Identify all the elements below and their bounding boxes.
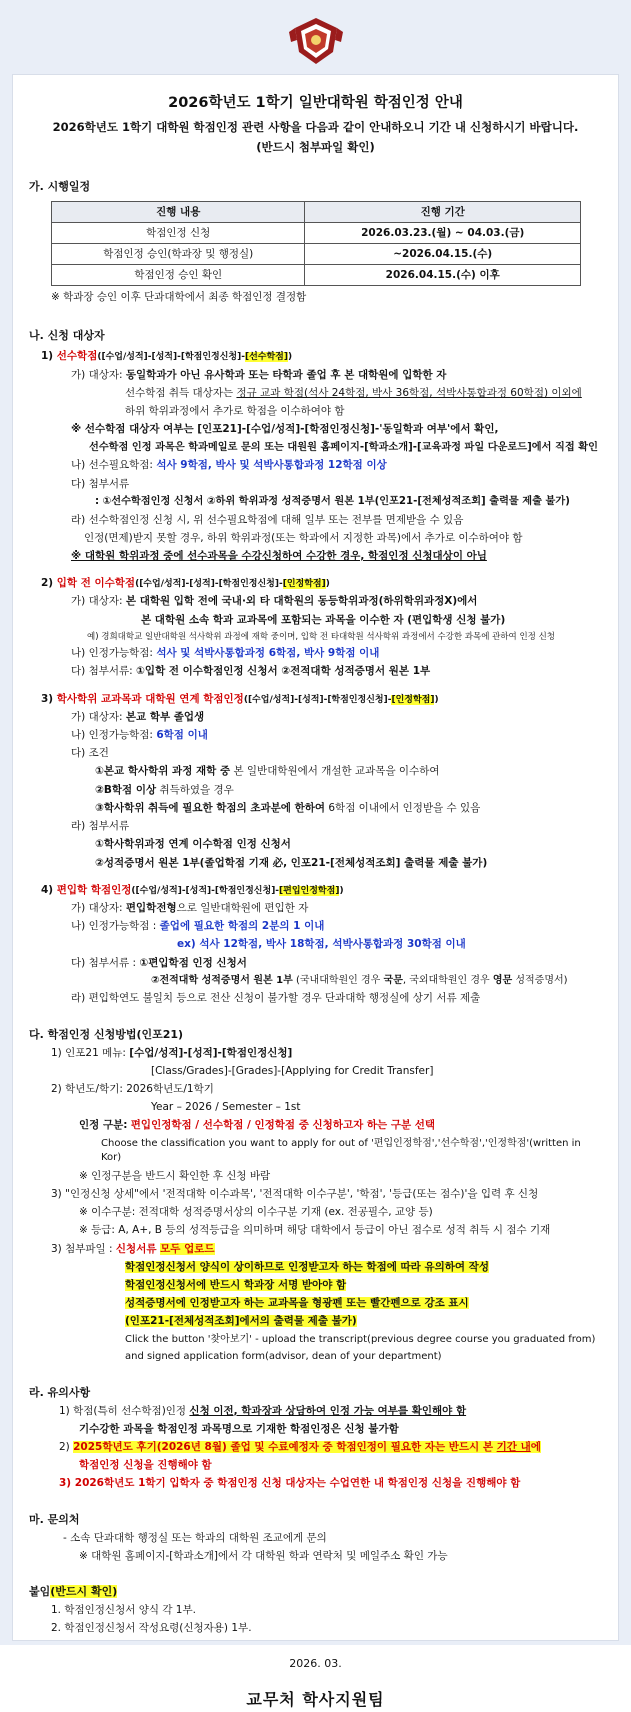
underlined-text: 정규 교과 학점(석사 24학점, 박사 36학점, 석박사통합과정 60학점) 이외에 [236, 386, 582, 399]
menu-line [51, 1046, 602, 1061]
example-line: 예) 경희대학교 일반대학원 석사학위 과정에 재학 중이며, 입학 전 타대학원 석사학위 과정에서 수강한 과목에 관하여 인정 신청 [87, 631, 556, 642]
label: 나) 인정가능학점 : [71, 920, 157, 933]
contact-line: ※ 대학원 홈페이지-[학과소개]에서 각 대학원 학과 연락처 및 메일주소 확인 가능 [79, 1549, 448, 1562]
semester-line-en: Year – 2026 / Semester – 1st [151, 1101, 301, 1114]
value: 본교 학부 졸업생 [125, 710, 205, 723]
target-line [71, 901, 602, 916]
menu-tag: [인정학점] [391, 694, 435, 705]
value: ①입학 전 이수학점인정 신청서 ②전적대학 성적증명서 원본 1부 [136, 665, 431, 678]
label: 나) 선수필요학점: [71, 459, 153, 472]
bold-text: ③학사학위 취득에 필요한 학점의 초과분에 한하여 [95, 801, 326, 814]
pre-admission-credit-heading [41, 576, 602, 591]
credit-limit-line [71, 919, 602, 934]
menu-line-en: [Class/Grades]-[Grades]-[Applying for Credit Transfer] [151, 1064, 434, 1077]
section-method-heading: 다. 학점인정 신청방법(인포21) [29, 1027, 184, 1041]
target-line [71, 368, 602, 383]
highlight: (반드시 확인) [50, 1585, 118, 1599]
value: 석사 및 석박사통합과정 6학점, 박사 9학점 이내 [156, 647, 380, 660]
target-detail: 하위 학위과정에서 추가로 학점을 이수하여야 함 [125, 405, 345, 418]
item-number: 2) [41, 577, 54, 590]
attachment-item: ②성적증명서 원본 1부(졸업학점 기재 必, 인포21-[전체성적조회] 출력물 제출 불가) [95, 856, 488, 869]
highlight: 에 [530, 1440, 541, 1453]
schedule-table [51, 201, 581, 286]
value: ①편입학점 인정 신청서 [139, 956, 247, 969]
attachments-heading [29, 1584, 602, 1600]
table-row [52, 244, 581, 265]
item-number: 4) [41, 883, 54, 896]
attachments-label: 다) 첨부서류 [71, 477, 130, 490]
label: 가) 대상자: [71, 902, 123, 915]
table-row [52, 265, 581, 286]
condition-line [95, 801, 602, 816]
caution-line: 학점인정 신청을 진행해야 함 [79, 1459, 212, 1472]
contact-line: - 소속 단과대학 행정실 또는 학과의 대학원 조교에게 문의 [63, 1531, 327, 1544]
item-number: 3) [41, 692, 54, 705]
section-schedule-heading: 가. 시행일정 [29, 180, 91, 194]
item-title: 입학 전 이수학점 [56, 577, 136, 590]
detail-note: ※ 등급: A, A+, B 등의 성적등급을 의미하며 해당 대학에서 등급이 아닌 점수로 성적 취득 시 점수 기재 [79, 1224, 551, 1237]
table-cell: ~2026.04.15.(수) [305, 244, 581, 265]
linked-credit-heading [41, 692, 602, 707]
table-cell: 학점인정 승인 확인 [52, 265, 305, 286]
section-contact-heading: 마. 문의처 [29, 1512, 80, 1526]
exemption-line: 라) 선수학점인정 신청 시, 위 선수필요학점에 대해 일부 또는 전부를 면제받을 수 있음 [71, 513, 464, 526]
intro-text: 2026학년도 1학기 대학원 학점인정 관련 사항을 다음과 같이 안내하오니 기간 내 신청하시기 바랍니다. [52, 120, 579, 135]
value: [수업/성적]-[성적]-[학점인정신청] [129, 1046, 293, 1059]
label: 다) 첨부서류: [71, 665, 133, 678]
attachment-item: 1. 학점인정신청서 양식 각 1부. [51, 1603, 196, 1616]
table-cell: 학점인정 신청 [52, 223, 305, 244]
bold-text: 영문 [492, 974, 513, 986]
value: 석사 9학점, 박사 및 석박사통합과정 12학점 이상 [156, 459, 387, 472]
table-header-row [52, 202, 581, 223]
notice-text: (반드시 첨부파일 확인) [256, 139, 375, 154]
upload-guide [125, 1314, 602, 1329]
upload-guide-en: Click the button '찾아보기' - upload the transcript(previous degree course you graduated from) [125, 1333, 596, 1345]
table-cell: 학점인정 승인(학과장 및 행정실) [52, 244, 305, 265]
exemption-line: 인정(면제)받지 못할 경우, 하위 학위과정(또는 학과에서 지정한 과목)에서 추가로 이수하여야 함 [84, 531, 523, 544]
target-line: 본 대학원 소속 학과 교과목에 포함되는 과목을 이수한 자 (편입학생 신청 불가) [141, 613, 506, 626]
highlight: 성적증명서에 인정받고자 하는 교과목을 형광펜 또는 빨간펜으로 강조 표시 [125, 1297, 469, 1310]
bold-text: 편입학전형 [125, 902, 177, 915]
table-cell: 2026.03.23.(월) ~ 04.03.(금) [305, 223, 581, 244]
attachment-item: ①학사학위과정 연계 이수학점 인정 신청서 [95, 838, 291, 851]
value: 6학점 이내 [156, 729, 208, 742]
text: 본 일반대학원에서 개설한 교과목을 이수하여 [233, 765, 440, 778]
menu-path-close: ) [434, 694, 439, 705]
kind-line [79, 1118, 602, 1133]
transfer-credit-heading [41, 883, 602, 898]
attachment-item: 2. 학점인정신청서 작성요령(신청자용) 1부. [51, 1622, 252, 1635]
condition-line [95, 783, 602, 798]
bold-text: ②B학점 이상 [95, 783, 157, 796]
text: 취득하였을 경우 [159, 783, 234, 796]
attachment-item [151, 974, 602, 989]
menu-tag: [편입인정학점] [279, 885, 340, 896]
label: 다) 첨부서류 : [71, 956, 137, 969]
menu-tag: [인정학점] [282, 579, 326, 590]
menu-path-close: ) [339, 885, 344, 896]
announcement-sheet [12, 74, 619, 1710]
table-cell: 2026.04.15.(수) 이후 [305, 265, 581, 286]
label: 나) 인정가능학점: [71, 729, 153, 742]
menu-path: ([수업/성적]-[성적]-[학점인정신청]- [97, 352, 245, 363]
semester-line: 2) 학년도/학기: 2026학년도/1학기 [51, 1082, 214, 1095]
detail-line: 3) "인정신청 상세"에서 '전적대학 이수과목', '전적대학 이수구분', '학점', '등급(또는 점수)'을 입력 후 신청 [51, 1187, 539, 1200]
prereq-credit-heading [41, 349, 602, 364]
item-number: 1) [41, 350, 54, 363]
target-detail [125, 386, 602, 401]
menu-path: ([수업/성적]-[성적]-[학점인정신청]- [135, 579, 283, 590]
highlight: (인포21-[전체성적조회]에서의 출력물 제출 불가) [125, 1315, 357, 1328]
issuer-name: 교무처 학사지원팀 [246, 1690, 385, 1710]
caution-line [59, 1404, 602, 1419]
text: 선수학점 취득 대상자는 [125, 386, 234, 399]
credit-limit-line [71, 646, 602, 661]
section-caution-heading: 라. 유의사항 [29, 1385, 91, 1399]
kind-line-en: Choose the classification you want to apply for out of '편입인정학점','선수학점','인정학점'(written in Kor) [101, 1137, 581, 1164]
label: 1) 인포21 메뉴: [51, 1046, 126, 1059]
text: 으로 일반대학원에 편입한 자 [176, 902, 309, 915]
value: 동일학과가 아닌 유사학과 또는 타학과 졸업 후 본 대학원에 입학한 자 [125, 368, 447, 381]
upload-guide-en: and signed application form(advisor, dean of your department) [125, 1351, 442, 1363]
highlight: 2025학년도 후기(2026년 8월) 졸업 및 수료예정자 중 학점인정이 필요한 자는 반드시 본 [73, 1440, 497, 1453]
value: 신청서류 [115, 1242, 161, 1255]
label: 가) 대상자: [71, 710, 123, 723]
attachments-list: : ①선수학점인정 신청서 ②하위 학위과정 성적증명서 원본 1부(인포21-[전체성적조회] 출력물 제출 불가) [95, 495, 570, 507]
upload-line [51, 1242, 602, 1257]
condition-line [95, 764, 602, 779]
detail-note: ※ 이수구분: 전적대학 성적증명서상의 이수구분 기재 (ex. 전공필수, 교양 등) [79, 1206, 433, 1219]
text: 1) 학점(특히 선수학점)인정 [59, 1404, 190, 1417]
university-crest-icon [287, 10, 345, 68]
item-title: 학사학위 교과목과 대학원 연계 학점인정 [56, 692, 244, 705]
menu-path-close: ) [325, 579, 330, 590]
label: 가) 대상자: [71, 368, 123, 381]
menu-path-close: ) [287, 352, 293, 363]
column-header: 진행 기간 [305, 202, 581, 223]
menu-path: ([수업/성적]-[성적]-[학점인정신청]- [243, 694, 392, 705]
underlined-text: 기간 내 [496, 1440, 531, 1453]
credit-limit-line [71, 728, 602, 743]
prereq-note: 선수학점 인정 과목은 학과메일로 문의 또는 대원원 홈페이지-[학과소개]-[교육과정 파일 다운로드]에서 직접 확인 [89, 441, 598, 453]
section-eligibility-heading: 나. 신청 대상자 [29, 328, 105, 342]
label: 3) 첨부파일 : [51, 1242, 113, 1255]
column-header: 진행 내용 [52, 202, 305, 223]
transfer-note: 라) 편입학연도 불일치 등으로 전산 신청이 불가할 경우 단과대학 행정실에 상기 서류 제출 [71, 992, 481, 1005]
text: , 국외대학원인 경우 [402, 974, 493, 986]
highlight: 모두 업로드 [160, 1242, 215, 1255]
caution-line: 기수강한 과목을 학점인정 과목명으로 기재한 학점인정은 신청 불가함 [79, 1422, 399, 1435]
schedule-note: ※ 학과장 승인 이후 단과대학에서 최종 학점인정 결정함 [51, 291, 307, 304]
bold-text: 국문 [383, 974, 403, 986]
highlight: 학점인정신청서 양식이 상이하므로 인정받고자 하는 학점에 따라 유의하여 작성 [125, 1260, 489, 1273]
text: 성적증명서) [512, 974, 568, 986]
issue-date: 2026. 03. [289, 1657, 342, 1671]
upload-guide [125, 1260, 602, 1275]
condition-label: 다) 조건 [71, 747, 109, 760]
text: 6학점 이내에서 인정받을 수 있음 [328, 801, 481, 814]
item-title: 편입학 학점인정 [56, 883, 132, 896]
value: 졸업에 필요한 학점의 2분의 1 이내 [159, 920, 325, 933]
attachments-label: 라) 첨부서류 [71, 820, 130, 833]
value: 편입인정학점 / 선수학점 / 인정학점 중 신청하고자 하는 구분 선택 [130, 1119, 436, 1132]
label: 가) 대상자: [71, 595, 123, 608]
upload-guide [125, 1278, 602, 1293]
caution-line: 3) 2026학년도 1학기 입학자 중 학점인정 신청 대상자는 수업연한 내 학점인정 신청을 진행해야 함 [59, 1477, 521, 1490]
highlight: 학점인정신청서에 반드시 학과장 서명 받아야 함 [125, 1278, 347, 1291]
prereq-note: ※ 선수학점 대상자 여부는 [인포21]-[수업/성적]-[학점인정신청]-'동일학과 여부'에서 확인, [71, 423, 499, 436]
credit-example: ex) 석사 12학점, 박사 18학점, 석박사통합과정 30학점 이내 [177, 938, 466, 951]
menu-tag: [선수학점] [244, 352, 288, 363]
bold-text: ②전적대학 성적증명서 원본 1부 [151, 974, 293, 986]
text: (국내대학원인 경우 [295, 974, 384, 986]
prereq-warning: ※ 대학원 학위과정 중에 선수과목을 수강신청하여 수강한 경우, 학점인정 신청대상이 아님 [71, 549, 487, 562]
table-row [52, 223, 581, 244]
upload-guide [125, 1296, 602, 1311]
item-title: 선수학점 [56, 350, 98, 363]
attachments-line [71, 664, 602, 679]
value: 본 대학원 입학 전에 국내·외 타 대학원의 동등학위과정(하위학위과정X)에서 [125, 595, 478, 608]
required-credit-line [71, 458, 602, 473]
kind-note: ※ 인정구분을 반드시 확인한 후 신청 바람 [79, 1169, 271, 1182]
label: 나) 인정가능학점: [71, 647, 153, 660]
caution-line [59, 1440, 602, 1455]
page-title: 2026학년도 1학기 일반대학원 학점인정 안내 [168, 95, 463, 111]
target-line [71, 710, 602, 725]
bold-text: ①본교 학사학위 과정 재학 중 [95, 765, 231, 778]
label: 인정 구분: [79, 1119, 128, 1132]
text: 2) [59, 1440, 74, 1453]
attachments-line [71, 956, 602, 971]
target-line [71, 594, 602, 609]
menu-path: ([수업/성적]-[성적]-[학점인정신청]- [131, 885, 280, 896]
label: 붙임 [29, 1585, 51, 1599]
bold-text: 신청 이전, 학과장과 상담하여 인정 가능 여부를 확인해야 함 [189, 1404, 467, 1417]
